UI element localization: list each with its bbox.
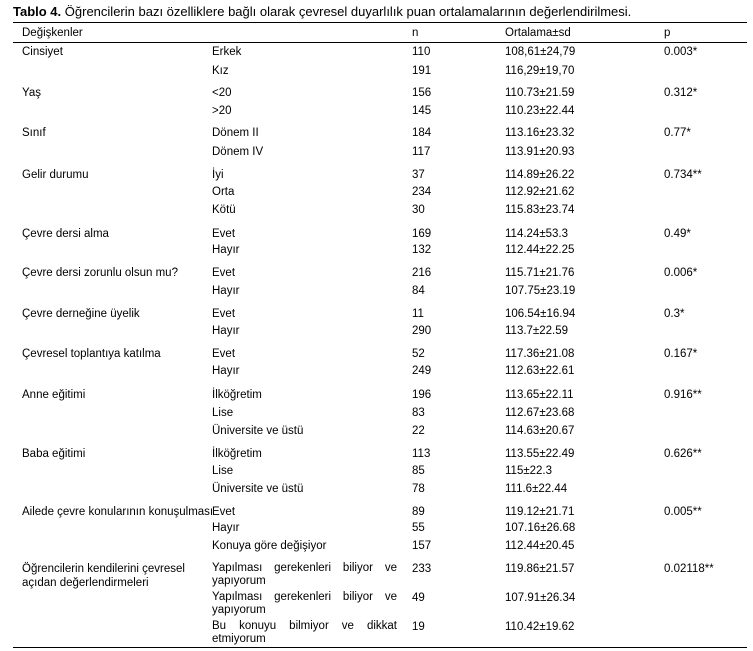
level-label: Hayır xyxy=(212,285,240,297)
mean-sd-value: 112.44±22.25 xyxy=(505,244,575,256)
variable-label: Anne eğitimi xyxy=(22,389,86,401)
level-label: Üniversite ve üstü xyxy=(212,483,304,495)
n-value: 233 xyxy=(412,563,432,575)
p-value: 0.167* xyxy=(664,348,698,360)
p-value: 0.916** xyxy=(664,389,702,401)
n-value: 110 xyxy=(412,46,431,58)
level-label: Kız xyxy=(212,65,229,77)
n-value: 84 xyxy=(412,285,425,297)
top-rule xyxy=(13,22,747,23)
header-n: n xyxy=(412,27,419,39)
n-value: 55 xyxy=(412,522,425,534)
table-caption xyxy=(13,4,631,19)
mean-sd-value: 113.91±20.93 xyxy=(505,146,575,158)
level-label: Konuya göre değişiyor xyxy=(212,540,327,552)
p-value: 0.3* xyxy=(664,308,685,320)
level-label: Kötü xyxy=(212,204,236,216)
header-p: p xyxy=(664,27,671,39)
variable-label: Çevre dersi zorunlu olsun mu? xyxy=(22,267,178,279)
mean-sd-value: 119.86±21.57 xyxy=(505,563,575,575)
n-value: 37 xyxy=(412,169,425,181)
mean-sd-value: 114.89±26.22 xyxy=(505,169,575,181)
variable-label: Sınıf xyxy=(22,127,46,139)
level-label: İlköğretim xyxy=(212,448,262,460)
mean-sd-value: 111.6±22.44 xyxy=(505,483,568,495)
bottom-rule xyxy=(13,647,747,648)
p-value: 0.626** xyxy=(664,448,702,460)
level-label: Hayır xyxy=(212,325,240,337)
mean-sd-value: 107.91±26.34 xyxy=(505,592,576,604)
level-label: Hayır xyxy=(212,365,240,377)
level-label: Orta xyxy=(212,186,235,198)
level-label: Erkek xyxy=(212,46,242,58)
level-label: Üniversite ve üstü xyxy=(212,425,304,437)
n-value: 145 xyxy=(412,105,432,117)
variable-label: Ailede çevre konularının konuşulması xyxy=(22,506,214,518)
level-label: Evet xyxy=(212,267,236,279)
n-value: 117 xyxy=(412,146,431,158)
header-variable: Değişkenler xyxy=(22,27,83,39)
n-value: 78 xyxy=(412,483,425,495)
n-value: 19 xyxy=(412,621,425,633)
n-value: 52 xyxy=(412,348,425,360)
table-title: Öğrencilerin bazı özelliklere bağlı olarak çevresel duyarlılık puan ortalamalarının değerlendirilmesi. xyxy=(64,4,632,19)
variable-label: Baba eğitimi xyxy=(22,448,86,460)
p-value: 0.734** xyxy=(664,169,702,181)
variable-label: Öğrencilerin kendilerini çevresel açıdan değerlendirmeleri xyxy=(22,563,185,589)
mean-sd-value: 112.44±20.45 xyxy=(505,540,575,552)
level-label: Evet xyxy=(212,308,236,320)
p-value: 0.49* xyxy=(664,228,691,240)
n-value: 30 xyxy=(412,204,425,216)
level-label: Dönem II xyxy=(212,127,259,139)
mean-sd-value: 112.67±23.68 xyxy=(505,407,575,419)
header-mean: Ortalama±sd xyxy=(505,27,571,39)
variable-label: Gelir durumu xyxy=(22,169,89,181)
mean-sd-value: 113.7±22.59 xyxy=(505,325,569,337)
n-value: 216 xyxy=(412,267,432,279)
mean-sd-value: 110.42±19.62 xyxy=(505,621,575,633)
p-value: 0.312* xyxy=(664,87,698,99)
level-label: Evet xyxy=(212,348,236,360)
n-value: 89 xyxy=(412,506,425,518)
n-value: 196 xyxy=(412,389,432,401)
level-label: <20 xyxy=(212,87,232,99)
variable-label: Yaş xyxy=(22,87,41,99)
mean-sd-value: 114.24±53.3 xyxy=(505,228,569,240)
n-value: 83 xyxy=(412,407,425,419)
n-value: 11 xyxy=(412,308,424,320)
table-label: Tablo 4. xyxy=(13,4,62,19)
mean-sd-value: 117.36±21.08 xyxy=(505,348,575,360)
p-value: 0.003* xyxy=(664,46,698,58)
mean-sd-value: 107.75±23.19 xyxy=(505,285,576,297)
n-value: 156 xyxy=(412,87,432,99)
level-label: İyi xyxy=(212,169,224,181)
mean-sd-value: 112.63±22.61 xyxy=(505,365,575,377)
mean-sd-value: 110.23±22.44 xyxy=(505,105,575,117)
n-value: 22 xyxy=(412,425,425,437)
mean-sd-value: 119.12±21.71 xyxy=(505,506,575,518)
p-value: 0.77* xyxy=(664,127,691,139)
level-label: Hayır xyxy=(212,244,240,256)
n-value: 132 xyxy=(412,244,432,256)
p-value: 0.006* xyxy=(664,267,698,279)
p-value: 0.005** xyxy=(664,506,702,518)
mean-sd-value: 108,61±24,79 xyxy=(505,46,576,58)
n-value: 169 xyxy=(412,228,432,240)
level-label: Dönem IV xyxy=(212,146,264,158)
variable-label: Çevresel toplantıya katılma xyxy=(22,348,161,360)
level-label: Evet xyxy=(212,228,236,240)
mean-sd-value: 110.73±21.59 xyxy=(505,87,575,99)
mean-sd-value: 115.83±23.74 xyxy=(505,204,575,216)
p-value: 0.02118** xyxy=(664,563,714,575)
n-value: 85 xyxy=(412,465,425,477)
mean-sd-value: 113.55±22.49 xyxy=(505,448,575,460)
n-value: 234 xyxy=(412,186,432,198)
level-label: Yapılması gerekenleri biliyor ve yapıyorum xyxy=(212,562,397,587)
mean-sd-value: 107.16±26.68 xyxy=(505,522,576,534)
n-value: 290 xyxy=(412,325,432,337)
mean-sd-value: 115.71±21.76 xyxy=(505,267,575,279)
mean-sd-value: 113.16±23.32 xyxy=(505,127,575,139)
n-value: 191 xyxy=(412,65,432,77)
level-label: İlköğretim xyxy=(212,389,262,401)
variable-label: Çevre dersi alma xyxy=(22,228,109,240)
level-label: >20 xyxy=(212,105,232,117)
level-label: Evet xyxy=(212,506,236,518)
n-value: 249 xyxy=(412,365,432,377)
n-value: 184 xyxy=(412,127,432,139)
mean-sd-value: 116,29±19,70 xyxy=(505,65,575,77)
level-label: Hayır xyxy=(212,522,240,534)
level-label: Lise xyxy=(212,407,234,419)
mean-sd-value: 115±22.3 xyxy=(505,465,553,477)
mean-sd-value: 106.54±16.94 xyxy=(505,308,576,320)
variable-label: Cinsiyet xyxy=(22,46,63,58)
header-rule xyxy=(13,42,747,43)
level-label: Yapılması gerekenleri biliyor ve yapıyorum xyxy=(212,591,397,616)
mean-sd-value: 112.92±21.62 xyxy=(505,186,575,198)
mean-sd-value: 114.63±20.67 xyxy=(505,425,575,437)
level-label: Bu konuyu bilmiyor ve dikkat etmiyorum xyxy=(212,620,397,645)
n-value: 49 xyxy=(412,592,425,604)
mean-sd-value: 113.65±22.11 xyxy=(505,389,574,401)
variable-label: Çevre derneğine üyelik xyxy=(22,308,140,320)
level-label: Lise xyxy=(212,465,234,477)
n-value: 157 xyxy=(412,540,432,552)
n-value: 113 xyxy=(412,448,431,460)
